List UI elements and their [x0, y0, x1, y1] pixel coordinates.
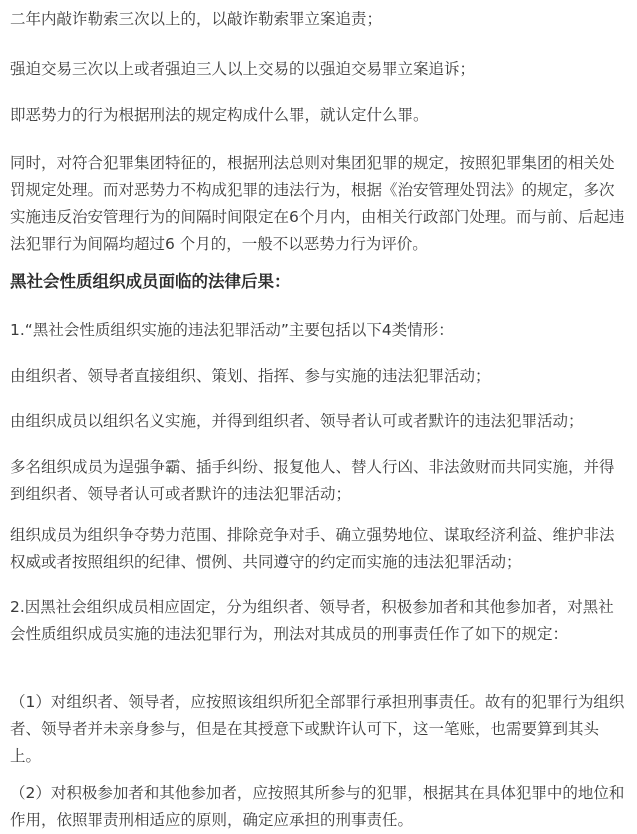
paragraph-organizer-liability: （1）对组织者、领导者，应按照该组织所犯全部罪行承担刑事责任。故有的犯罪行为组织者、领导者并未亲身参与，但是在其授意下或默许认可下，这一笔账，也需要算到其头上。: [10, 693, 625, 765]
paragraph-group-crime: 同时，对符合犯罪集团特征的，根据刑法总则对集团犯罪的规定，按照犯罪集团的相关处罚规定处理。而对恶势力不构成犯罪的违法行为，根据《治安管理处罚法》的规定，多次实施违反治安管理行为的间隔时间限定在6个月内，由相关行政部门处理。而与前、后起违法犯罪行为间隔均超过6 个月的，一般不以恶势力行为评价。: [10, 154, 625, 253]
paragraph-forced-trade: 强迫交易三次以上或者强迫三人以上交易的以强迫交易罪立案追诉；: [10, 60, 476, 78]
paragraph-participant-liability: （2）对积极参加者和其他参加者，应按照其所参与的犯罪，根据其在具体犯罪中的地位和作用，依照罪责刑相适应的原则，确定应承担的刑事责任。: [10, 784, 625, 829]
paragraph-members-liability: 2.因黑社会组织成员相应固定，分为组织者、领导者，积极参加者和其他参加者，对黑社会性质组织成员实施的违法犯罪行为，刑法对其成员的刑事责任作了如下的规定：: [10, 598, 614, 643]
paragraph-extortion: 二年内敲诈勒索三次以上的，以敲诈勒索罪立案追责；: [10, 10, 383, 28]
paragraph-situation-1: 由组织者、领导者直接组织、策划、指挥、参与实施的违法犯罪活动；: [10, 367, 491, 385]
paragraph-four-situations: 1.“黑社会性质组织实施的违法犯罪活动”主要包括以下4类情形：: [10, 321, 454, 339]
paragraph-situation-3: 多名组织成员为逞强争霸、插手纠纷、报复他人、替人行凶、非法敛财而共同实施，并得到组织者、领导者认可或者默许的违法犯罪活动；: [10, 458, 615, 503]
paragraph-situation-4: 组织成员为组织争夺势力范围、排除竞争对手、确立强势地位、谋取经济利益、维护非法权威或者按照组织的纪律、惯例、共同遵守的约定而实施的违法犯罪活动；: [10, 526, 615, 571]
section-heading: 黑社会性质组织成员面临的法律后果：: [10, 272, 291, 291]
paragraph-situation-2: 由组织成员以组织名义实施，并得到组织者、领导者认可或者默许的违法犯罪活动；: [10, 412, 584, 430]
paragraph-crime-determination: 即恶势力的行为根据刑法的规定构成什么罪，就认定什么罪。: [10, 106, 429, 124]
